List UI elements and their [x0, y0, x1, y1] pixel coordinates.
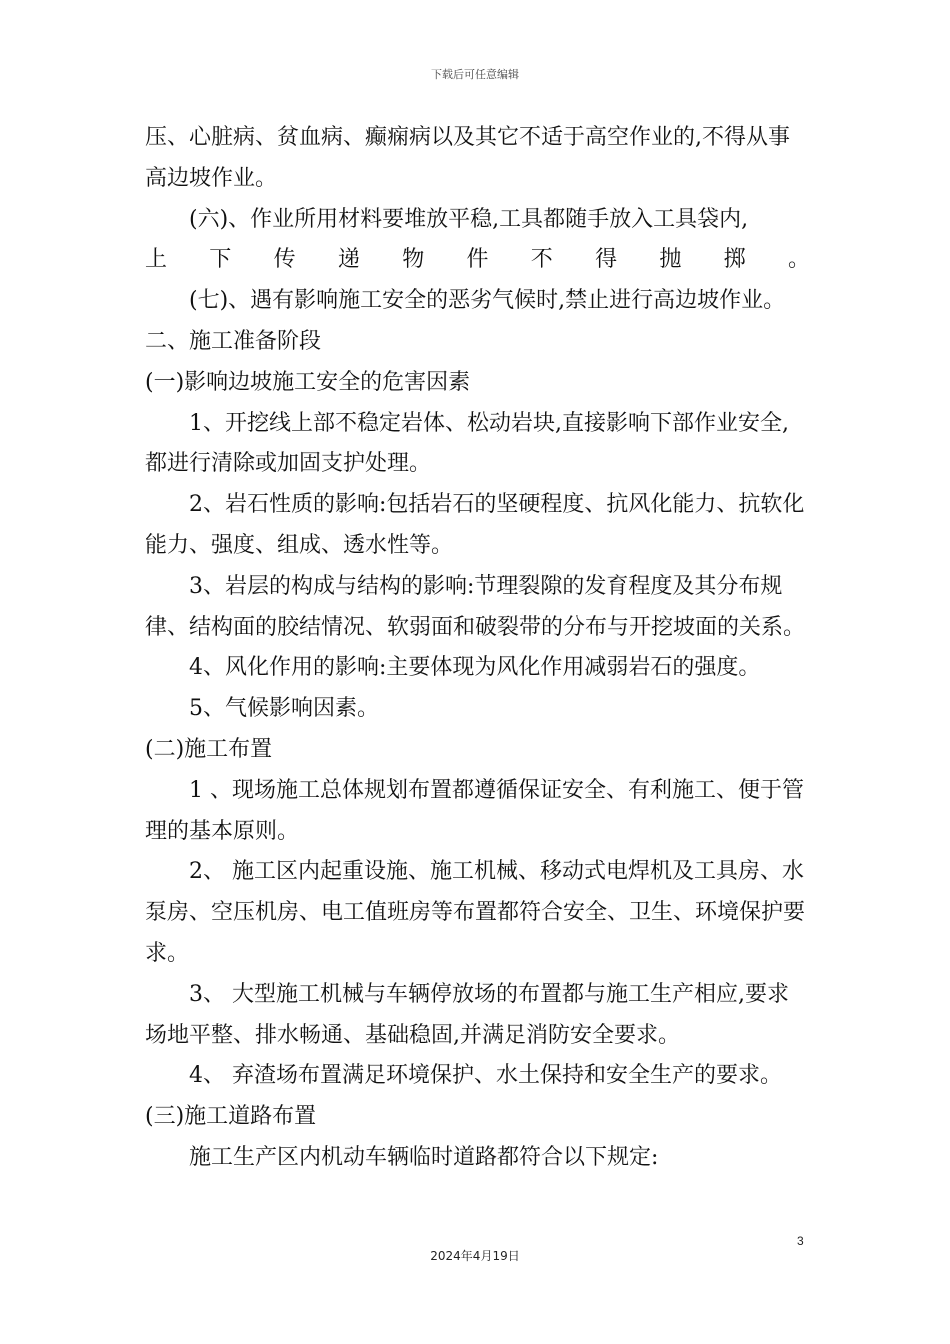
subsection-heading: (三)施工道路布置	[145, 1104, 317, 1130]
paragraph: 压、心脏病、贫血病、癫痫病以及其它不适于高空作业的,不得从事高边坡作业。	[145, 125, 790, 191]
page-footer-date: 2024年4月19日	[430, 1249, 520, 1263]
paragraph: 3、 大型施工机械与车辆停放场的布置都与施工生产相应,要求场地平整、排水畅通、基础稳固,并满足消防安全要求。	[145, 981, 789, 1048]
paragraph: (七)、遇有影响施工安全的恶劣气候时,禁止进行高边坡作业。	[189, 288, 786, 314]
page-number: 3	[797, 1234, 804, 1248]
paragraph: 2、岩石性质的影响:包括岩石的坚硬程度、抗风化能力、抗软化能力、强度、组成、透水性等。	[145, 492, 805, 558]
paragraph: 3、岩层的构成与结构的影响:节理裂隙的发育程度及其分布规律、结构面的胶结情况、软弱面和破裂带的分布与开挖坡面的关系。	[145, 573, 806, 640]
paragraph: 4、 弃渣场布置满足环境保护、水土保持和安全生产的要求。	[189, 1063, 782, 1089]
section-heading: 二、施工准备阶段	[145, 328, 322, 354]
paragraph: 1 、现场施工总体规划布置都遵循保证安全、有利施工、便于管理的基本原则。	[145, 777, 804, 844]
paragraph: 5、气候影响因素。	[189, 696, 379, 722]
document-body	[145, 118, 810, 1179]
paragraph: 4、风化作用的影响:主要体现为风化作用减弱岩石的强度。	[189, 655, 761, 681]
page-header: 下载后可任意编辑	[431, 68, 519, 81]
paragraph: (六)、作业所用材料要堆放平稳,工具都随手放入工具袋内,	[189, 206, 749, 232]
paragraph: 1、开挖线上部不稳定岩体、松动岩块,直接影响下部作业安全,都进行清除或加固支护处理。	[145, 410, 789, 477]
paragraph: 2、 施工区内起重设施、施工机械、移动式电焊机及工具房、水泵房、空压机房、电工值班房等布置都符合安全、卫生、环境保护要求。	[145, 859, 806, 966]
paragraph: 上下传递物件不得抛掷。	[145, 247, 810, 273]
subsection-heading: (一)影响边坡施工安全的危害因素	[145, 369, 471, 395]
subsection-heading: (二)施工布置	[145, 736, 273, 762]
paragraph: 施工生产区内机动车辆临时道路都符合以下规定:	[189, 1144, 659, 1170]
